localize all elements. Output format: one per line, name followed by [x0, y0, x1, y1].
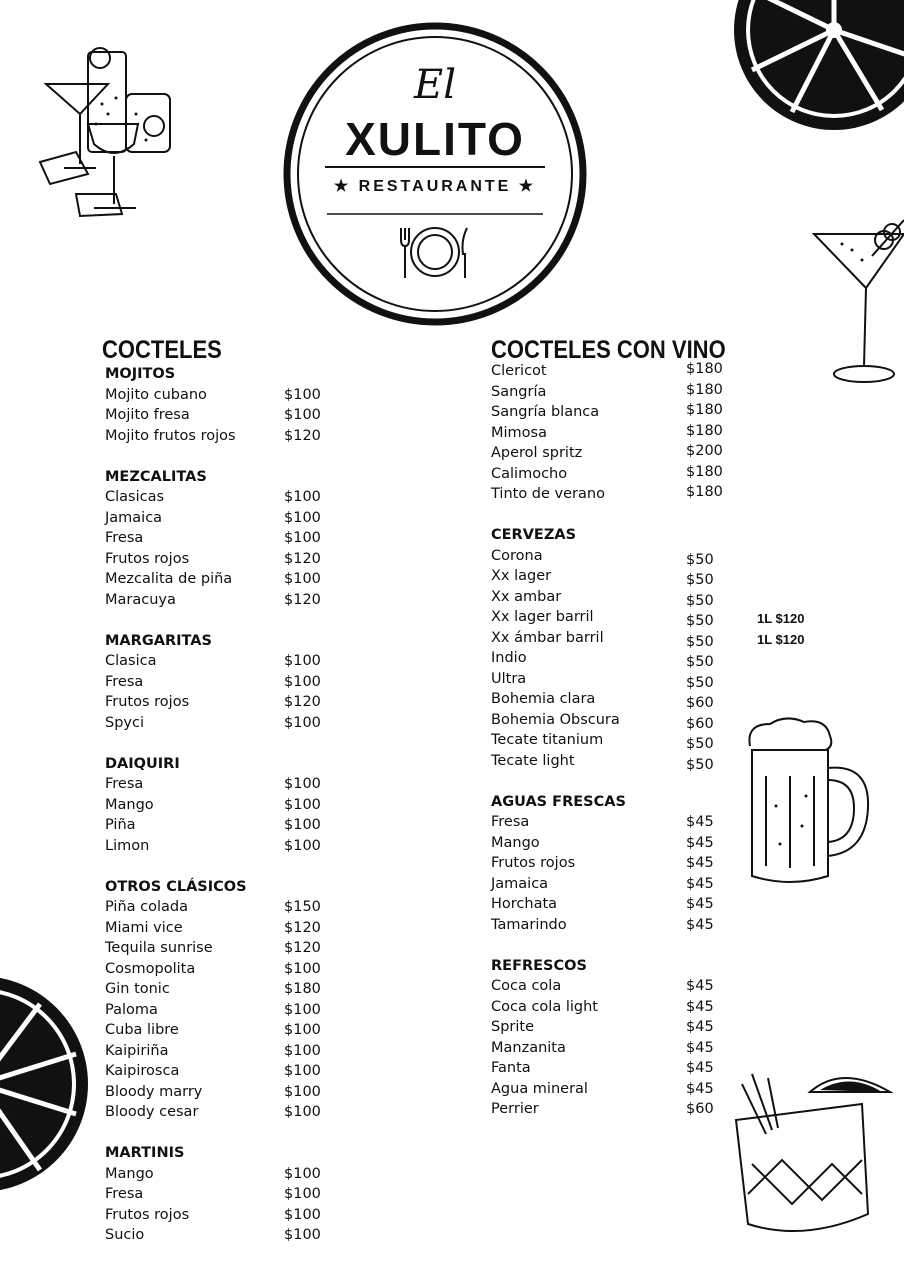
menu-item-name: Frutos rojos — [105, 1206, 190, 1223]
section-heading: MARTINIS — [105, 1145, 185, 1161]
menu-item-name: Fresa — [105, 673, 144, 690]
menu-item-name: Perrier — [491, 1101, 539, 1117]
menu-item-name: Kaipiriña — [105, 1042, 169, 1059]
menu-item-price: $45 — [686, 916, 714, 933]
menu-item — [105, 940, 321, 961]
menu-item — [105, 653, 321, 674]
menu-item — [105, 1227, 321, 1248]
menu-item-name: Xx lager barril — [491, 609, 594, 625]
menu-item — [105, 714, 321, 736]
menu-item — [491, 732, 714, 753]
menu-item-name: Bohemia Obscura — [491, 711, 620, 728]
menu-item — [491, 361, 723, 384]
menu-item-price: $100 — [284, 673, 321, 690]
menu-item — [491, 834, 714, 856]
menu-item-name: Ultra — [491, 670, 527, 687]
section-heading: MARGARITAS — [105, 632, 212, 649]
menu-item-price: $100 — [284, 1104, 321, 1120]
menu-item-price: $45 — [686, 875, 714, 892]
menu-item-name: Xx lager — [491, 568, 552, 584]
menu-item-name: Corona — [491, 547, 543, 564]
menu-item-name: Mojito frutos rojos — [105, 427, 236, 444]
menu-item — [491, 422, 723, 446]
menu-item-price: $180 — [686, 361, 723, 377]
menu-item — [491, 875, 714, 897]
menu-item-price: $100 — [284, 571, 321, 587]
menu-item — [491, 1039, 714, 1061]
logo-script: El — [414, 62, 456, 108]
menu-item — [105, 1083, 321, 1105]
menu-item — [105, 1206, 321, 1228]
menu-item-name: Bloody cesar — [105, 1104, 199, 1120]
menu-item-price: $45 — [686, 855, 714, 871]
menu-item-price: $100 — [284, 817, 321, 833]
cocktails-illustration-icon — [36, 44, 176, 222]
section-heading: MOJITOS — [105, 366, 176, 382]
menu-item-name: Xx ámbar barril — [491, 629, 604, 646]
menu-item-price: $45 — [686, 814, 714, 830]
menu-item — [491, 381, 723, 405]
menu-item-name: Jamaica — [105, 509, 163, 526]
menu-item-name: Bloody marry — [105, 1083, 203, 1100]
menu-item — [491, 588, 714, 610]
menu-item-name: Clasica — [105, 653, 157, 669]
menu-item — [105, 796, 321, 818]
menu-item-name: Sprite — [491, 1019, 535, 1035]
menu-item-price: $100 — [284, 776, 321, 792]
fork-plate-knife-icon — [395, 224, 475, 280]
menu-item-price: $100 — [284, 1063, 321, 1079]
menu-item — [491, 609, 805, 630]
menu-item-name: Indio — [491, 650, 527, 666]
menu-item-name: Tecate titanium — [491, 732, 604, 748]
menu-item-name: Kaipirosca — [105, 1063, 180, 1079]
menu-item-name: Mimosa — [491, 424, 547, 441]
menu-item-price: $120 — [284, 940, 321, 956]
menu-item-price: $100 — [284, 1186, 321, 1202]
menu-item — [105, 509, 321, 531]
menu-item-price: $180 — [686, 484, 723, 500]
menu-item — [105, 1186, 321, 1207]
menu-item — [491, 752, 714, 774]
menu-item-price: $100 — [284, 837, 321, 854]
menu-item — [491, 1060, 714, 1081]
menu-item-price: $100 — [284, 1165, 321, 1182]
menu-item-name: Clasicas — [105, 489, 165, 505]
menu-item-price: $50 — [686, 572, 714, 588]
menu-item-name: Fresa — [105, 776, 144, 792]
menu-item-price: $100 — [284, 1083, 321, 1100]
menu-item-price: $180 — [686, 422, 723, 439]
menu-item — [491, 916, 714, 938]
menu-item — [105, 1022, 321, 1043]
menu-item-name: Piña colada — [105, 899, 188, 915]
menu-item-name: Clericot — [491, 363, 547, 379]
menu-item — [491, 711, 714, 733]
menu-item-price: $120 — [284, 919, 321, 936]
menu-item-price: $120 — [284, 591, 321, 608]
menu-item-name: Jamaica — [491, 875, 549, 892]
menu-item-name: Xx ambar — [491, 588, 562, 605]
menu-item-price: $60 — [686, 1101, 714, 1117]
menu-item-name: Calimocho — [491, 465, 568, 482]
menu-item-name: Fresa — [105, 530, 144, 546]
menu-item-price: $100 — [284, 1022, 321, 1038]
menu-item — [105, 530, 321, 551]
spacer — [491, 507, 626, 528]
menu-item-name: Spyci — [105, 714, 144, 731]
menu-item — [491, 443, 723, 466]
menu-item — [105, 427, 321, 449]
spacer — [105, 612, 247, 633]
menu-item — [491, 547, 714, 569]
menu-item-price: $45 — [686, 998, 714, 1015]
menu-item-price: $150 — [284, 899, 321, 915]
menu-item — [105, 960, 321, 982]
menu-item-name: Fresa — [105, 1186, 144, 1202]
menu-item-name: Miami vice — [105, 919, 183, 936]
logo-tagline: ★ RESTAURANTE ★ — [333, 178, 537, 195]
menu-item — [491, 1019, 714, 1040]
menu-item-price: $100 — [284, 960, 321, 977]
menu-item-name: Manzanita — [491, 1039, 566, 1056]
menu-item-name: Fresa — [491, 814, 530, 830]
menu-item — [491, 814, 714, 835]
menu-item-name: Limon — [105, 837, 150, 854]
cocktail-menu-list — [105, 366, 321, 1248]
section-heading: REFRESCOS — [491, 957, 587, 974]
menu-item-liter-price: 1L $120 — [757, 611, 805, 626]
menu-item — [491, 463, 723, 487]
menu-item-name: Cuba libre — [105, 1022, 179, 1038]
menu-item-price: $100 — [284, 1042, 321, 1059]
menu-item-name: Frutos rojos — [105, 550, 190, 567]
menu-item-price: $120 — [284, 694, 321, 710]
menu-item — [105, 837, 321, 859]
menu-item — [105, 407, 321, 428]
menu-item-name: Mojito cubano — [105, 386, 207, 403]
menu-item — [105, 1001, 321, 1023]
section-heading: MEZCALITAS — [105, 468, 207, 485]
menu-item-name: Frutos rojos — [491, 855, 576, 871]
menu-item — [105, 673, 321, 695]
menu-item-price: $100 — [284, 386, 321, 403]
menu-item-price: $120 — [284, 550, 321, 567]
menu-item — [105, 981, 321, 1002]
menu-item-name: Tequila sunrise — [105, 940, 213, 956]
menu-item-name: Maracuya — [105, 591, 176, 608]
menu-item — [105, 1165, 321, 1187]
menu-item-name: Bohemia clara — [491, 691, 596, 707]
menu-item-price: $100 — [284, 509, 321, 526]
menu-item — [105, 1042, 321, 1064]
menu-item-price: $100 — [284, 714, 321, 731]
menu-item — [491, 998, 714, 1020]
menu-item — [105, 694, 321, 715]
menu-item — [491, 670, 714, 692]
menu-item-name: Mezcalita de piña — [105, 571, 233, 587]
menu-item-name: Fanta — [491, 1060, 531, 1076]
wine-beer-drinks-menu-list — [491, 361, 805, 1122]
menu-item-name: Agua mineral — [491, 1080, 588, 1097]
menu-item — [105, 817, 321, 838]
menu-item — [491, 650, 714, 671]
tumbler-cocktail-icon — [722, 1064, 898, 1240]
menu-item-name: Horchata — [491, 896, 558, 912]
menu-item-price: $60 — [686, 695, 714, 711]
section-heading: CERVEZAS — [491, 527, 577, 543]
section-title-cocteles-con-vino: COCTELES CON VINO — [491, 336, 726, 364]
menu-item-price: $180 — [686, 463, 723, 480]
menu-item-name: Tinto de verano — [491, 486, 605, 502]
menu-item-price: $100 — [284, 530, 321, 546]
menu-item-price: $50 — [686, 674, 714, 691]
menu-item — [491, 691, 714, 712]
menu-item-name: Aperol spritz — [491, 445, 583, 461]
menu-item-price: $45 — [686, 834, 714, 851]
spacer — [105, 735, 247, 756]
spacer — [105, 858, 247, 879]
menu-item-price: $45 — [686, 1080, 714, 1097]
menu-item-price: $60 — [686, 715, 714, 732]
menu-item-name: Paloma — [105, 1001, 158, 1018]
menu-item-name: Cosmopolita — [105, 960, 196, 977]
menu-item — [491, 896, 714, 917]
menu-item-price: $50 — [686, 592, 714, 609]
menu-item-name: Coca cola — [491, 978, 562, 994]
menu-item-price: $180 — [686, 381, 723, 398]
menu-item — [491, 855, 714, 876]
orange-slice-icon — [722, 0, 904, 140]
menu-item-price: $180 — [284, 981, 321, 997]
menu-item — [105, 571, 321, 592]
menu-item-price: $50 — [686, 756, 714, 773]
menu-item-price: $100 — [284, 489, 321, 505]
menu-item — [105, 386, 321, 408]
menu-item — [491, 568, 714, 589]
menu-item-price: $100 — [284, 1227, 321, 1243]
menu-item-price: $45 — [686, 896, 714, 912]
menu-item — [491, 978, 714, 999]
menu-item-name: Mango — [491, 834, 540, 851]
menu-item-price: $50 — [686, 633, 714, 650]
menu-item-price: $50 — [686, 736, 714, 752]
menu-item-price: $100 — [284, 1001, 321, 1018]
menu-item-price: $100 — [284, 1206, 321, 1223]
beer-mug-icon — [746, 716, 874, 888]
menu-item — [105, 776, 321, 797]
menu-item-name: Frutos rojos — [105, 694, 190, 710]
section-heading: AGUAS FRESCAS — [491, 793, 626, 810]
menu-item-name: Mojito fresa — [105, 407, 190, 423]
menu-item-price: $45 — [686, 978, 714, 994]
menu-item — [105, 550, 321, 572]
menu-item — [491, 484, 723, 507]
menu-item-price: $45 — [686, 1039, 714, 1056]
menu-item-price: $50 — [686, 551, 714, 568]
martini-glass-icon — [812, 216, 904, 388]
spacer — [105, 1125, 247, 1146]
menu-item-name: Tecate light — [491, 752, 575, 769]
menu-item-name: Gin tonic — [105, 981, 170, 997]
menu-item — [105, 489, 321, 510]
menu-item-liter-price: 1L $120 — [757, 631, 805, 647]
menu-item-name: Sangría — [491, 383, 547, 400]
menu-item — [491, 629, 805, 651]
menu-item — [105, 591, 321, 613]
menu-item-name: Sangría blanca — [491, 404, 600, 420]
menu-item-name: Mango — [105, 1165, 154, 1182]
menu-item-price: $45 — [686, 1019, 714, 1035]
menu-item — [105, 1104, 321, 1125]
menu-item — [105, 1063, 321, 1084]
spacer — [491, 937, 626, 958]
menu-item-price: $120 — [284, 427, 321, 444]
menu-item — [491, 1101, 714, 1122]
menu-item-price: $200 — [686, 443, 723, 459]
menu-item-price: $100 — [284, 653, 321, 669]
orange-slice-icon — [0, 974, 92, 1194]
menu-item-name: Sucio — [105, 1227, 145, 1243]
section-heading: OTROS CLÁSICOS — [105, 878, 247, 895]
menu-item-name: Coca cola light — [491, 998, 598, 1015]
spacer — [105, 448, 247, 469]
menu-item-price: $100 — [284, 796, 321, 813]
menu-item — [491, 402, 723, 425]
spacer — [491, 773, 626, 794]
section-title-cocteles: COCTELES — [102, 336, 222, 364]
menu-item-price: $45 — [686, 1060, 714, 1076]
menu-item-price: $50 — [686, 613, 714, 629]
restaurant-logo — [283, 22, 587, 326]
menu-item-price: $100 — [284, 407, 321, 423]
menu-item-name: Tamarindo — [491, 916, 567, 933]
section-heading: DAIQUIRI — [105, 755, 180, 772]
menu-item — [105, 919, 321, 941]
logo-name: XULITO — [345, 113, 525, 165]
menu-item-name: Piña — [105, 817, 136, 833]
menu-item-price: $180 — [686, 402, 723, 418]
menu-item — [105, 899, 321, 920]
menu-item — [491, 1080, 714, 1102]
menu-item-price: $50 — [686, 654, 714, 670]
menu-item-name: Mango — [105, 796, 154, 813]
